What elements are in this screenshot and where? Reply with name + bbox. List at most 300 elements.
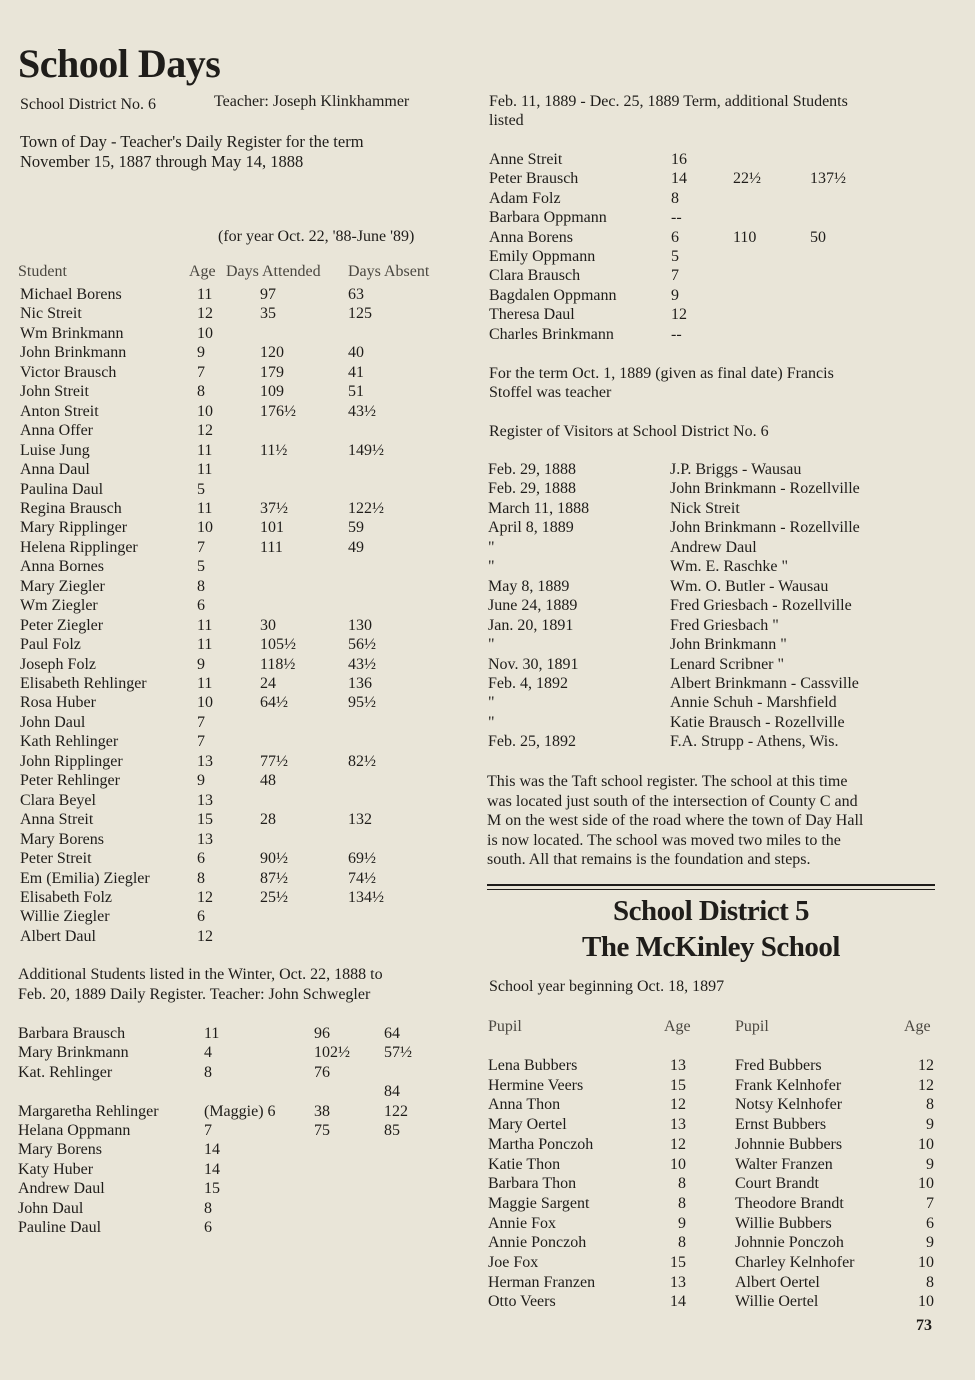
intro-line-2: November 15, 1887 through May 14, 1888 [20,152,304,171]
pupil-header-left: Pupil [488,1018,522,1035]
student-age: 11 [197,286,213,303]
days-attended: 96 [314,1025,330,1042]
student-name: Barbara Brausch [18,1025,126,1042]
student-name: Barbara Oppmann [489,209,607,227]
visitor-name: Lenard Scribner " [670,655,785,673]
student-name: Kat. Rehlinger [18,1063,113,1081]
student-row [20,383,480,403]
pupil-age-left: 13 [670,1116,686,1134]
additional-row [18,1103,478,1123]
pupil-age-left: 8 [678,1194,686,1212]
student-name: Wm Brinkmann [20,324,124,342]
pupil-name-right: Walter Franzen [735,1155,833,1173]
student-age: 14 [671,170,687,188]
visitor-row [488,480,948,500]
pupil-name-left: Herman Franzen [488,1273,596,1291]
student-name: John Streit [20,383,89,401]
pupil-name-right: Charley Kelnhofer [735,1254,855,1271]
student-name: Victor Brausch [20,363,117,381]
pupil-row [488,1175,948,1195]
student-row [20,442,480,462]
column-days-attended: Days Attended [226,263,321,280]
pupil-name-left: Barbara Thon [488,1175,577,1193]
visit-date: May 8, 1889 [488,577,570,595]
taft-paragraph-line: south. All that remains is the foundation and steps. [487,851,811,868]
student-name: John Daul [20,713,86,731]
pupil-age-left: 15 [670,1254,686,1271]
days-attended: 110 [733,228,757,246]
student-name: Peter Brausch [489,170,579,188]
student-row [20,714,480,734]
year-note: (for year Oct. 22, '88-June '89) [218,228,415,245]
student-age: 11 [197,616,213,634]
visitor-name: J.P. Briggs - Wausau [670,461,802,478]
student-name: Theresa Daul [489,306,575,324]
days-absent: 57½ [384,1044,412,1062]
days-absent: 56½ [348,636,376,654]
student-name: Helena Ripplinger [20,538,138,556]
student-name: Anna Offer [20,422,94,440]
days-absent: 59 [348,519,364,537]
additional-row [18,1083,478,1103]
days-absent: 136 [348,675,372,692]
student-row [20,908,480,928]
term-student-row [489,229,949,249]
term-student-row [489,248,949,268]
student-row [20,305,480,325]
student-age: 10 [197,324,213,342]
visitor-name: Nick Streit [670,499,740,517]
age-header-left: Age [664,1018,691,1035]
student-row [20,422,480,442]
student-age: 7 [197,363,205,381]
visitor-row [488,656,948,676]
student-row [20,325,480,345]
days-attended: 179 [260,363,284,381]
pupil-row [488,1234,948,1254]
pupil-age-left: 15 [670,1076,686,1094]
student-name: Peter Ziegler [20,616,104,634]
student-row [20,500,480,520]
visitor-row [488,714,948,734]
pupil-name-left: Hermine Veers [488,1076,584,1094]
term-student-row [489,209,949,229]
student-age: 5 [197,558,205,576]
pupil-row [488,1156,948,1176]
pupil-age-right: 8 [926,1273,934,1291]
student-age: 6 [671,228,679,246]
student-name: Rosa Huber [20,694,96,712]
visit-date: " [488,636,495,654]
pupil-name-right: Johnnie Bubbers [735,1135,843,1153]
days-absent: 95½ [348,694,376,712]
additional-row [18,1025,478,1045]
student-row [20,344,480,364]
pupil-age-left: 10 [670,1155,686,1173]
days-absent: 82½ [348,752,376,770]
pupil-name-left: Annie Ponczoh [488,1234,587,1252]
student-name: John Brinkmann [20,344,127,362]
student-row [20,928,480,948]
student-age: -- [671,209,682,227]
days-absent: 69½ [348,850,376,868]
student-age: 7 [197,713,205,731]
days-attended: 75 [314,1122,330,1139]
pupil-name-right: Frank Kelnhofer [735,1076,842,1094]
student-age: 12 [197,305,213,323]
visitor-row [488,461,948,481]
days-absent: 125 [348,305,372,323]
student-row [20,286,480,306]
days-attended: 76 [314,1063,330,1081]
teacher-label: Teacher: Joseph Klinkhammer [214,93,410,110]
visit-date: June 24, 1889 [488,597,578,615]
pupil-row [488,1274,948,1294]
pupil-age-left: 13 [670,1057,686,1074]
pupil-age-right: 7 [926,1194,934,1212]
days-attended: 37½ [260,499,288,517]
visitor-row [488,597,948,617]
column-student: Student [18,263,67,280]
student-age: 4 [204,1044,212,1062]
additional-row [18,1122,478,1142]
pupil-age-right: 10 [918,1175,934,1193]
year-beginning: School year beginning Oct. 18, 1897 [489,978,725,995]
student-name: Mary Brinkmann [18,1044,129,1062]
visit-date: " [488,713,495,731]
days-attended: 38 [314,1102,330,1120]
student-age: 13 [197,752,213,770]
pupil-name-left: Joe Fox [488,1254,539,1271]
visitor-name: John Brinkmann - Rozellville [670,519,860,537]
days-attended: 102½ [314,1044,350,1062]
taft-paragraph-line: M on the west side of the road where the town of Day Hall [487,812,864,829]
student-name: Elisabeth Folz [20,888,112,906]
student-name: Regina Brausch [20,499,122,517]
student-name: Clara Brausch [489,267,581,285]
student-row [20,850,480,870]
additional-row [18,1219,478,1239]
additional-row [18,1180,478,1200]
visitor-name: Annie Schuh - Marshfield [670,694,837,712]
pupil-age-left: 8 [678,1175,686,1193]
days-absent: 64 [384,1025,400,1042]
student-row [20,675,480,695]
days-absent: 122 [384,1102,408,1120]
student-age: 12 [197,927,213,945]
pupil-table-header [488,1018,936,1038]
visitor-row [488,500,948,520]
visit-date: " [488,538,495,556]
student-table-header [18,263,458,283]
divider-top [487,884,935,886]
term-student-row [489,151,949,171]
district5-subtitle: The McKinley School [582,931,840,963]
taft-paragraph-line: is now located. The school was moved two miles to the [487,831,841,849]
pupil-age-right: 12 [918,1057,934,1074]
additional-row [18,1044,478,1064]
student-row [20,889,480,909]
term-line-1: Feb. 11, 1889 - Dec. 25, 1889 Term, additional Students [489,93,848,110]
student-age: 10 [197,402,213,420]
visit-date: " [488,694,495,712]
pupil-name-right: Fred Bubbers [735,1057,822,1074]
student-name: John Daul [18,1199,84,1217]
student-age: 11 [204,1025,220,1042]
student-name: Emily Oppmann [489,248,596,265]
days-absent: 43½ [348,402,376,420]
student-age: 11 [197,461,213,479]
student-age: 11 [197,441,213,459]
student-age: 14 [204,1160,220,1178]
student-age: 13 [197,791,213,809]
days-attended: 22½ [733,170,761,188]
visit-date: April 8, 1889 [488,519,574,537]
student-name: Joseph Folz [20,655,96,673]
visitor-row [488,578,948,598]
term-student-row [489,326,949,346]
student-age: 5 [197,480,205,498]
student-age: 14 [204,1141,220,1159]
student-age: 8 [197,869,205,887]
visitor-row [488,733,948,753]
visitor-row [488,675,948,695]
student-name: Wm Ziegler [20,597,98,615]
student-name: Anna Bornes [20,558,104,576]
pupil-name-right: Ernst Bubbers [735,1116,827,1134]
student-name: Mary Borens [20,830,104,848]
term-student-row [489,190,949,210]
student-age: 7 [197,733,205,751]
student-name: Nic Streit [20,305,82,323]
student-row [20,811,480,831]
student-name: Elisabeth Rehlinger [20,675,147,692]
pupil-name-left: Maggie Sargent [488,1194,590,1212]
pupil-name-right: Willie Bubbers [735,1214,832,1232]
student-name: Bagdalen Oppmann [489,286,617,304]
student-age: 6 [204,1219,212,1236]
student-name: Anna Daul [20,461,90,479]
days-attended: 109 [260,383,284,401]
student-row [20,519,480,539]
student-age: 10 [197,519,213,537]
days-absent: 130 [348,616,372,634]
student-row [20,656,480,676]
visit-date: Feb. 25, 1892 [488,733,576,751]
visitor-row [488,694,948,714]
pupil-age-left: 12 [670,1096,686,1114]
visitor-row [488,539,948,559]
student-row [20,578,480,598]
student-age: 15 [204,1180,220,1198]
student-row [20,870,480,890]
visit-date: March 11, 1888 [488,499,590,517]
visitor-name: Fred Griesbach - Rozellville [670,597,852,615]
student-name: Anna Borens [489,228,573,246]
days-absent: 41 [348,363,364,381]
term-student-row [489,170,949,190]
additional-row [18,1200,478,1220]
pupil-row [488,1077,948,1097]
student-row [20,772,480,792]
days-absent: 43½ [348,655,376,673]
student-row [20,481,480,501]
student-row [20,403,480,423]
days-absent: 122½ [348,499,384,517]
days-attended: 28 [260,811,276,829]
visitor-name: Fred Griesbach " [670,616,779,634]
student-row [20,753,480,773]
days-attended: 87½ [260,869,288,887]
student-name: Andrew Daul [18,1180,105,1198]
pupil-name-left: Mary Oertel [488,1116,567,1134]
student-age: 9 [197,655,205,673]
days-attended: 64½ [260,694,288,712]
days-attended: 11½ [260,441,288,459]
student-row [20,461,480,481]
pupil-name-right: Johnnie Ponczoh [735,1234,844,1252]
days-absent: 49 [348,538,364,556]
days-attended: 30 [260,616,276,634]
student-name: Margaretha Rehlinger [18,1102,159,1120]
divider-bottom [487,889,935,890]
days-absent: 137½ [810,170,846,188]
student-name: Mary Borens [18,1141,102,1159]
visitor-name: Albert Brinkmann - Cassville [670,674,859,692]
pupil-name-right: Albert Oertel [735,1273,820,1291]
pupil-row [488,1057,948,1077]
days-absent: 85 [384,1122,400,1139]
student-age: 10 [197,694,213,712]
student-name: Paulina Daul [20,480,104,498]
student-name: Mary Ripplinger [20,519,128,537]
additional-row [18,1161,478,1181]
student-name: Charles Brinkmann [489,325,614,343]
student-name: Peter Streit [20,850,92,868]
visitor-name: F.A. Strupp - Athens, Wis. [670,733,839,751]
pupil-age-left: 13 [670,1273,686,1291]
additional-row [18,1064,478,1084]
student-row [20,539,480,559]
student-name: Willie Ziegler [20,908,110,926]
student-age: -- [671,325,682,343]
student-age: 6 [197,597,205,615]
term-student-row [489,267,949,287]
pupil-name-left: Katie Thon [488,1155,561,1173]
student-row [20,558,480,578]
pupil-name-right: Willie Oertel [735,1293,819,1311]
student-name: Paul Folz [20,636,81,654]
page-title: School Days [18,41,221,86]
pupil-name-left: Otto Veers [488,1293,556,1311]
student-name: Anton Streit [20,402,99,420]
pupil-row [488,1195,948,1215]
additional-row [18,1141,478,1161]
visit-date: Nov. 30, 1891 [488,655,579,673]
pupil-name-right: Notsy Kelnhofer [735,1096,843,1114]
pupil-age-left: 9 [678,1214,686,1232]
days-attended: 118½ [260,655,296,673]
visitor-name: John Brinkmann - Rozellville [670,480,860,498]
student-age: 9 [197,772,205,790]
days-absent: 74½ [348,869,376,887]
student-age: 9 [197,344,205,362]
term-student-row [489,306,949,326]
student-name: John Ripplinger [20,752,123,770]
taft-paragraph-line: was located just south of the intersection of County C and [487,792,858,810]
days-attended: 105½ [260,636,296,654]
visit-date: Jan. 20, 1891 [488,616,574,634]
student-name: Michael Borens [20,286,122,303]
student-age: 13 [197,830,213,848]
student-name: Clara Beyel [20,791,96,809]
column-days-absent: Days Absent [348,263,430,280]
student-row [20,597,480,617]
pupil-age-left: 8 [678,1234,686,1252]
days-absent: 50 [810,228,826,246]
student-name: Katy Huber [18,1160,94,1178]
student-row [20,364,480,384]
taft-paragraph-line: This was the Taft school register. The school at this time [487,773,848,790]
student-name: Mary Ziegler [20,577,105,595]
visit-date: Feb. 29, 1888 [488,461,576,478]
district-label: School District No. 6 [20,96,156,113]
days-attended: 176½ [260,402,296,420]
student-age: 7 [197,538,205,556]
student-age: 12 [197,422,213,440]
days-absent: 132 [348,811,372,829]
days-attended: 120 [260,344,284,362]
days-attended: 97 [260,286,276,303]
pupil-age-left: 14 [670,1293,686,1311]
additional-line-1: Additional Students listed in the Winter, Oct. 22, 1888 to [18,966,383,983]
days-attended: 77½ [260,752,288,770]
student-name: Kath Rehlinger [20,733,119,751]
pupil-name-left: Annie Fox [488,1214,556,1232]
student-row [20,831,480,851]
pupil-row [488,1254,948,1274]
visitors-heading: Register of Visitors at School District No. 6 [489,423,769,440]
student-age: 15 [197,811,213,829]
pupil-age-right: 6 [926,1214,934,1232]
district5-title: School District 5 [612,895,810,927]
student-row [20,792,480,812]
days-attended: 25½ [260,888,288,906]
pupil-row [488,1116,948,1136]
student-name: Helana Oppmann [18,1122,131,1139]
days-absent: 51 [348,383,364,401]
days-absent: 149½ [348,441,384,459]
student-age: 11 [197,636,213,654]
student-row [20,617,480,637]
visitor-row [488,617,948,637]
stoffel-line-2: Stoffel was teacher [489,384,612,401]
visitor-name: Katie Brausch - Rozellville [670,713,845,731]
pupil-name-left: Martha Ponczoh [488,1135,594,1153]
visit-date: Feb. 29, 1888 [488,480,576,498]
student-row [20,733,480,753]
visitor-name: Wm. O. Butler - Wausau [670,577,829,595]
visit-date: " [488,558,495,576]
column-age: Age [189,263,216,280]
pupil-header-right: Pupil [735,1018,769,1035]
student-age: 9 [671,286,679,304]
term-student-row [489,287,949,307]
student-age: 6 [197,850,205,868]
pupil-age-right: 9 [926,1155,934,1173]
days-attended: 48 [260,772,276,790]
student-age: 8 [204,1063,212,1081]
